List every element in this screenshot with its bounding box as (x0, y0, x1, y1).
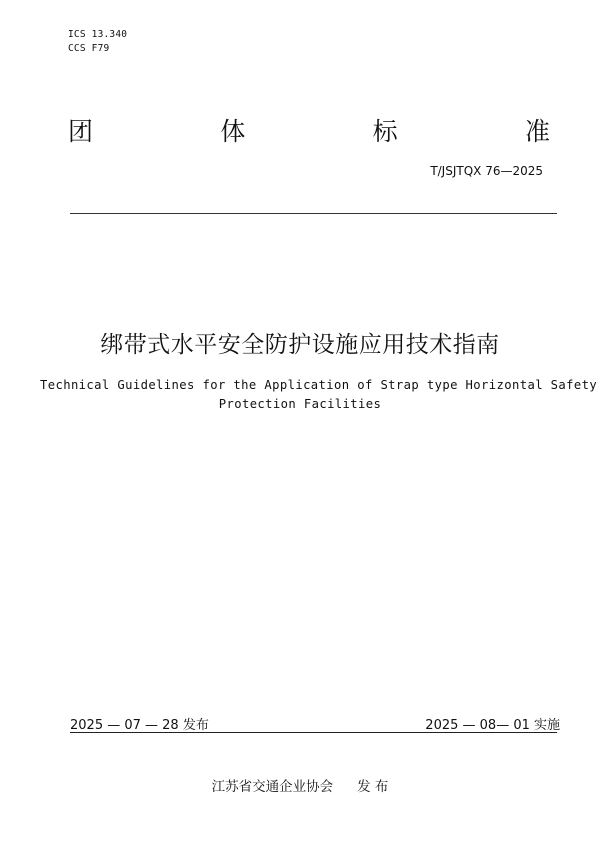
doc-type-char-3: 标 (372, 117, 398, 146)
classification-codes (68, 28, 127, 56)
header-divider (70, 213, 557, 214)
implementation-date: 2025 — 08— 01 实施 (425, 718, 560, 733)
title-english-line-2: Protection Facilities (218, 397, 382, 411)
document-type (68, 112, 550, 148)
footer-divider (70, 732, 557, 733)
title-english (40, 376, 598, 414)
publisher-action: 发 布 (357, 779, 389, 795)
title-chinese: 绑带式水平安全防护设施应用技术指南 (100, 332, 500, 358)
publisher-org: 江苏省交通企业协会 (211, 779, 334, 795)
issue-date: 2025 — 07 — 28 发布 (70, 718, 209, 733)
doc-type-char-1: 团 (68, 117, 94, 146)
doc-type-char-2: 体 (220, 117, 246, 146)
ics-code: ICS 13.340 (68, 29, 128, 40)
standard-number: T/JSJTQX 76—2025 (430, 164, 543, 178)
ccs-code: CCS F79 (68, 43, 110, 54)
doc-type-char-4: 准 (524, 117, 550, 146)
publisher (0, 775, 600, 795)
title-english-line-1: Technical Guidelines for the Application of Strap type Horizontal Safety (40, 378, 598, 392)
